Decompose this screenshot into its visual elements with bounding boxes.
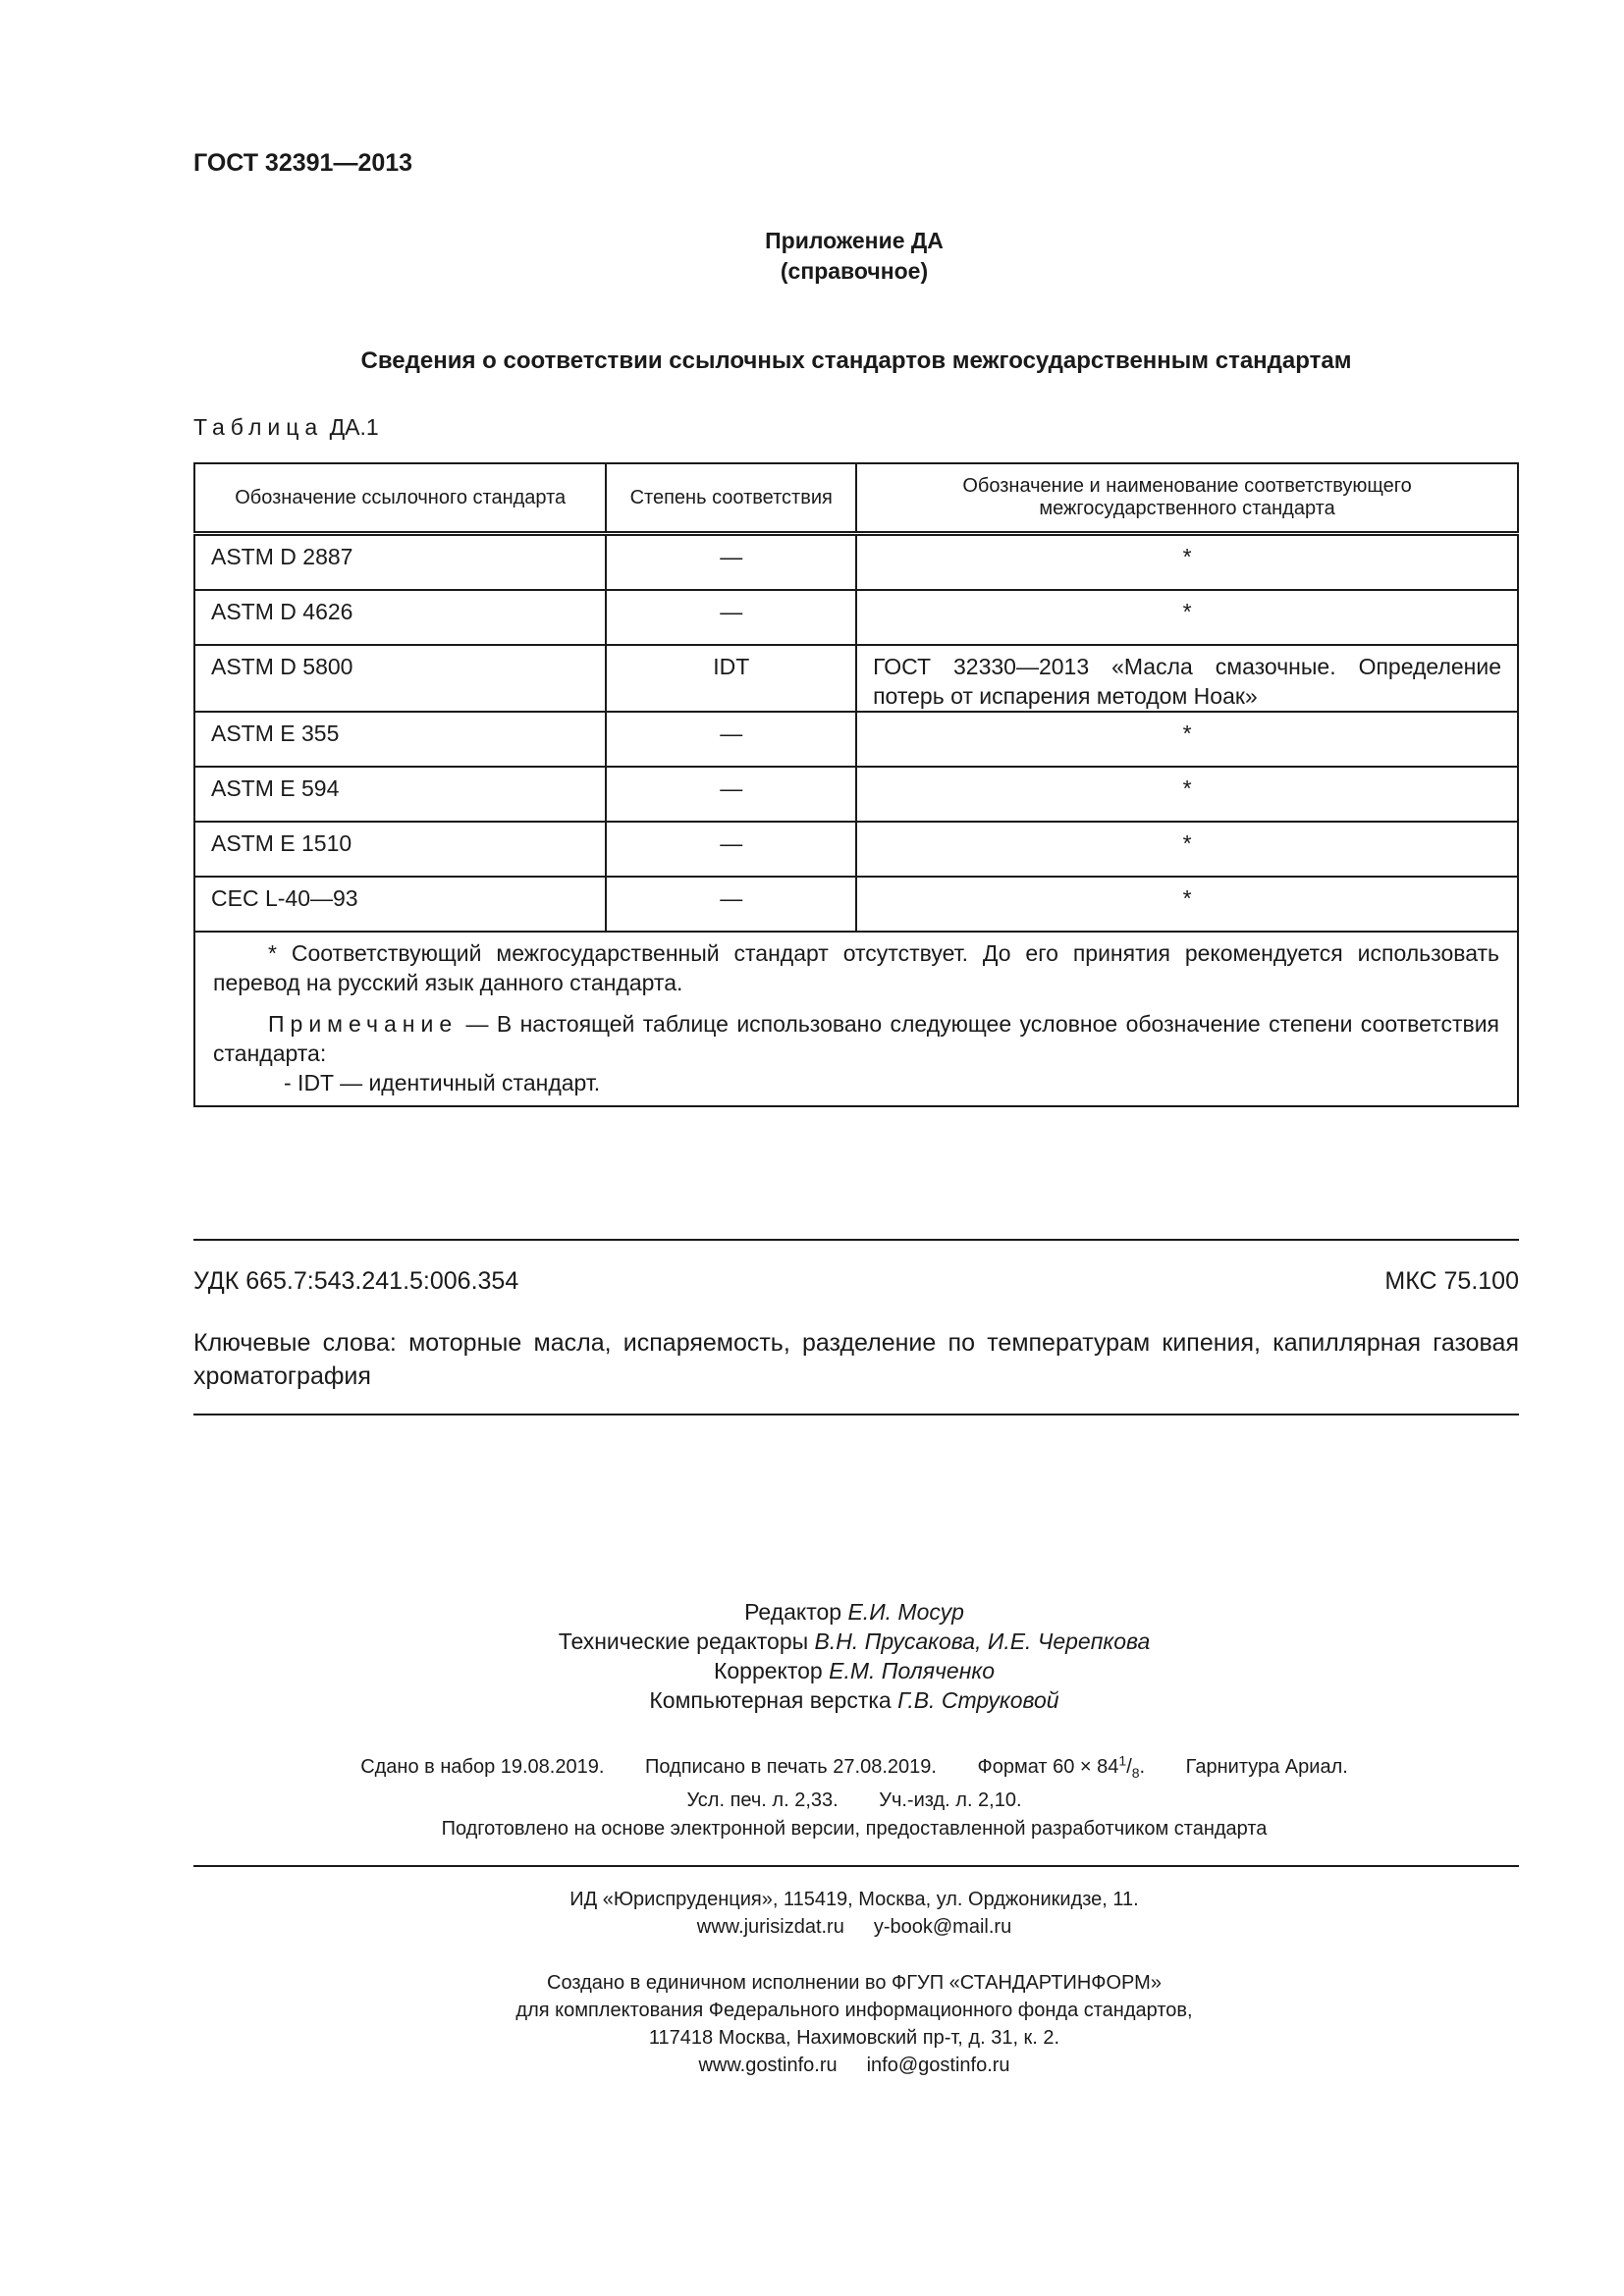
creator-info	[0, 1969, 1624, 2079]
table-row	[194, 712, 1518, 767]
format-denominator: 8	[1131, 1764, 1140, 1781]
mks-code: МКС 75.100	[1384, 1267, 1519, 1295]
imprint-line-2	[0, 1787, 1624, 1814]
udk-code: УДК 665.7:543.241.5:006.354	[193, 1267, 519, 1295]
tech-editors-line	[0, 1627, 1624, 1656]
cell-reference: ASTM D 2887	[194, 534, 606, 591]
cell-standard: *	[856, 877, 1518, 932]
table-row	[194, 822, 1518, 877]
tech-editors-names: В.Н. Прусакова, И.Е. Черепкова	[814, 1629, 1151, 1654]
divider-bottom	[193, 1414, 1519, 1415]
creator-email[interactable]: info@gostinfo.ru	[866, 2055, 1010, 2076]
creator-line-3: 117418 Москва, Нахимовский пр-т, д. 31, к. 2.	[648, 2027, 1060, 2049]
table-row	[194, 534, 1518, 591]
cell-degree: —	[606, 534, 856, 591]
layout-label: Компьютерная верстка	[649, 1687, 892, 1713]
editor-label: Редактор	[744, 1599, 842, 1625]
column-header-degree: Степень соответствия	[606, 463, 856, 534]
cell-reference: ASTM E 355	[194, 712, 606, 767]
editor-line	[0, 1597, 1624, 1627]
cell-degree: —	[606, 590, 856, 645]
cell-reference: ASTM D 5800	[194, 645, 606, 712]
keywords: Ключевые слова: моторные масла, испаряемость, разделение по температурам кипения, капиллярная газовая хроматография	[193, 1329, 1519, 1390]
appendix-type: (справочное)	[780, 258, 929, 284]
editorial-staff	[0, 1597, 1624, 1715]
column-header-reference: Обозначение ссылочного стандарта	[194, 463, 606, 534]
creator-line-1: Создано в единичном исполнении во ФГУП «СТАНДАРТИНФОРМ»	[547, 1972, 1162, 1994]
cell-standard: *	[856, 712, 1518, 767]
publisher-info	[0, 1886, 1624, 1941]
tech-editors-label: Технические редакторы	[558, 1629, 809, 1654]
creator-site[interactable]: www.gostinfo.ru	[698, 2055, 838, 2076]
creator-line-2: для комплектования Федерального информационного фонда стандартов,	[515, 2000, 1193, 2021]
table-caption	[193, 414, 379, 441]
editor-name: Е.И. Мосур	[847, 1599, 964, 1625]
submitted-date: Сдано в набор 19.08.2019.	[360, 1755, 605, 1778]
note-item: - IDT — идентичный стандарт.	[284, 1070, 601, 1095]
creator-contacts	[0, 2052, 1624, 2079]
table-footnote-row	[194, 932, 1518, 1106]
note-label: Примечание	[268, 1011, 459, 1037]
document-code: ГОСТ 32391—2013	[193, 149, 413, 177]
layout-name: Г.В. Струковой	[897, 1687, 1059, 1713]
reference-standards-table	[193, 462, 1519, 1107]
publisher-email[interactable]: y-book@mail.ru	[873, 1916, 1012, 1938]
cell-standard: ГОСТ 32330—2013 «Масла смазочные. Определение потерь от испарения методом Ноак»	[856, 645, 1518, 712]
format-numerator: 1	[1118, 1752, 1127, 1768]
typeface: Гарнитура Ариал.	[1185, 1755, 1348, 1778]
appendix-heading	[0, 226, 1624, 287]
format-suffix: .	[1139, 1755, 1146, 1778]
section-title: Сведения о соответствии ссылочных стандартов межгосударственным стандартам	[360, 347, 1352, 374]
cell-degree: —	[606, 822, 856, 877]
table-header-row	[194, 463, 1518, 534]
publishing-sheets: Уч.-изд. л. 2,10.	[879, 1789, 1022, 1811]
divider-publisher	[193, 1865, 1519, 1867]
table-row	[194, 645, 1518, 712]
print-sheets: Усл. печ. л. 2,33.	[686, 1789, 839, 1811]
publisher-contacts	[0, 1913, 1624, 1941]
cell-standard: *	[856, 767, 1518, 822]
table-row	[194, 877, 1518, 932]
note-text: — В настоящей таблице использовано следующее условное обозначение степени соответствия стандарта:	[213, 1011, 1499, 1066]
cell-standard: *	[856, 590, 1518, 645]
cell-degree: IDT	[606, 645, 856, 712]
publisher-site[interactable]: www.jurisizdat.ru	[696, 1916, 844, 1938]
cell-reference: ASTM E 1510	[194, 822, 606, 877]
corrector-name: Е.М. Поляченко	[829, 1658, 996, 1683]
imprint-details	[0, 1746, 1624, 1814]
cell-reference: ASTM D 4626	[194, 590, 606, 645]
appendix-title: Приложение ДА	[765, 228, 944, 253]
column-header-standard: Обозначение и наименование соответствующего межгосударственного стандарта	[856, 463, 1518, 534]
format-prefix: Формат 60 × 84	[977, 1755, 1119, 1778]
table-row	[194, 590, 1518, 645]
prepared-note: Подготовлено на основе электронной версии, предоставленной разработчиком стандарта	[441, 1818, 1268, 1840]
paper-format: Формат $60 \times 84^1/_8$.	[977, 1752, 1146, 1781]
divider-top	[193, 1239, 1519, 1241]
table-footnote-cell	[194, 932, 1518, 1106]
cell-degree: —	[606, 877, 856, 932]
table-caption-number: ДА.1	[329, 414, 379, 440]
cell-reference: ASTM E 594	[194, 767, 606, 822]
publisher-address: ИД «Юриспруденция», 115419, Москва, ул. Орджоникидзе, 11.	[569, 1889, 1139, 1910]
cell-standard: *	[856, 534, 1518, 591]
table-row	[194, 767, 1518, 822]
corrector-line	[0, 1656, 1624, 1685]
imprint-line-1	[0, 1746, 1624, 1787]
layout-line	[0, 1685, 1624, 1715]
corrector-label: Корректор	[713, 1658, 823, 1683]
table-caption-prefix: Таблица	[193, 414, 324, 440]
cell-degree: —	[606, 712, 856, 767]
table-note	[213, 1009, 1499, 1068]
signed-date: Подписано в печать 27.08.2019.	[644, 1755, 937, 1778]
cell-degree: —	[606, 767, 856, 822]
cell-standard: *	[856, 822, 1518, 877]
cell-reference: CEC L-40—93	[194, 877, 606, 932]
table-footnote: * Соответствующий межгосударственный стандарт отсутствует. До его принятия рекомендуется использовать перевод на русский язык данного стандарта.	[213, 940, 1499, 995]
